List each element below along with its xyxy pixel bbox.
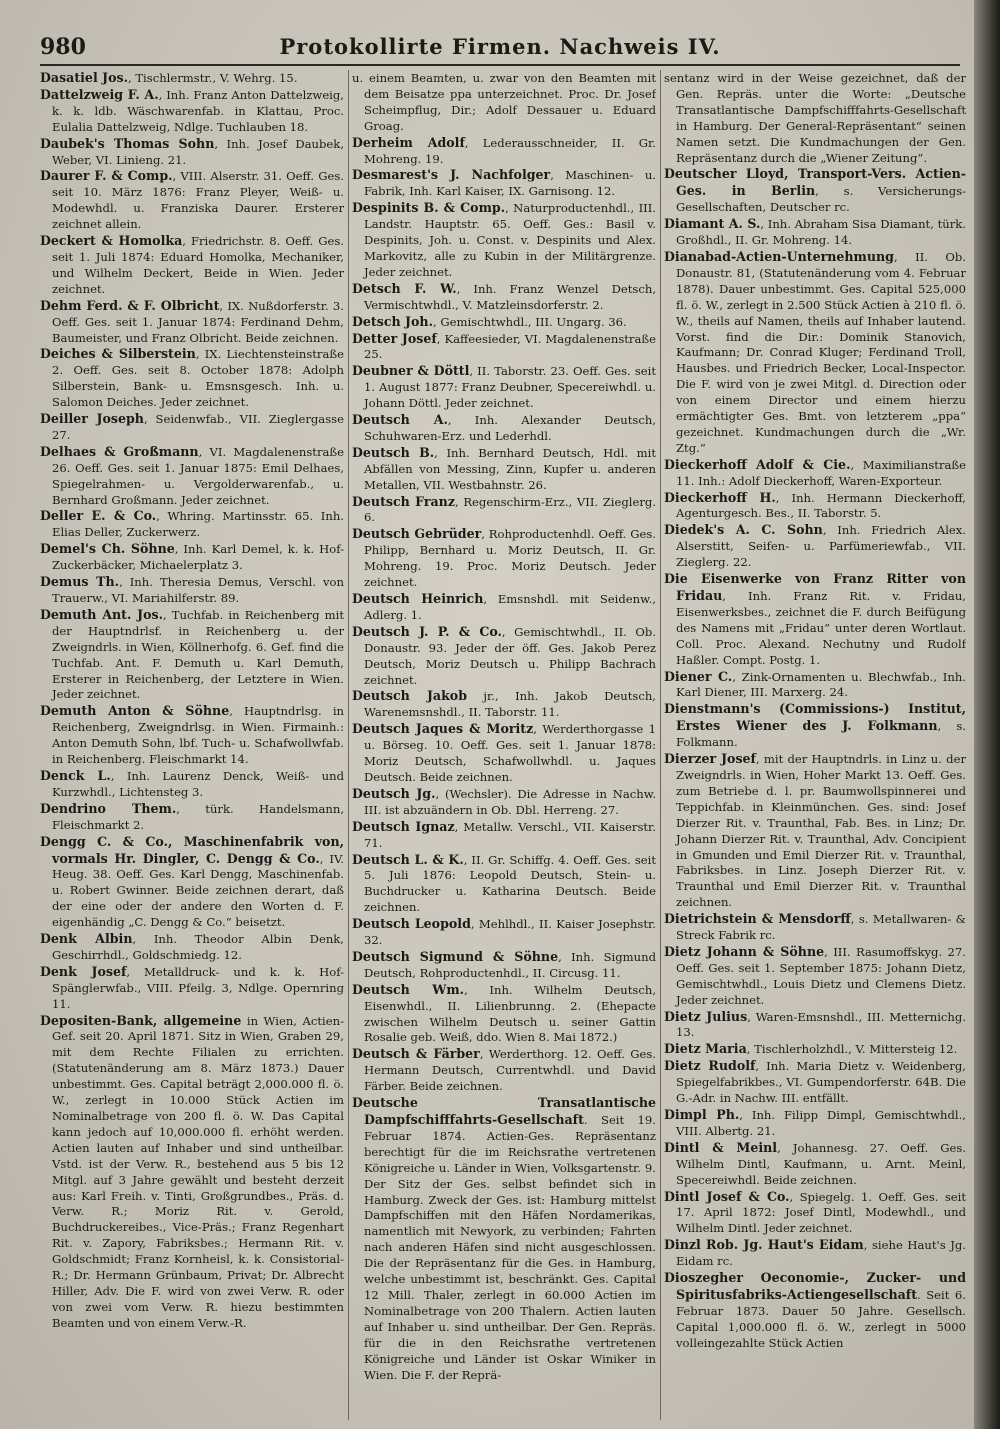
entry-firm-name: Deutsch Jg. [352, 785, 436, 801]
entry-firm-name: Deutsch Ignaz [352, 818, 455, 834]
entry-details: jr., Inh. Jakob Deutsch, Warenemsnshdl., II. Taborstr. 11. [364, 689, 656, 720]
directory-entry [352, 819, 656, 852]
directory-entry [40, 136, 344, 169]
directory-entry [40, 70, 344, 87]
entry-details: , Naturproductenhdl., III. Landstr. Hauptstr. 65. Oeff. Ges.: Basil v. Despinits, Joh. u. Const. v. Despinits und Alex. Markovitz, alle zu Kubin in der Militärgrenze. Jeder zeichnet. [364, 201, 656, 279]
entry-firm-name: Dinzl Rob. Jg. Haut's Eidam [664, 1237, 864, 1253]
entry-firm-name: Dietz Johann & Söhne [664, 943, 825, 959]
column-3 [664, 70, 966, 1425]
directory-entry [664, 1107, 966, 1140]
entry-firm-name: Detsch F. W. [352, 280, 457, 296]
directory-entry [664, 944, 966, 1009]
entry-firm-name: Detsch Joh. [352, 313, 433, 329]
entry-firm-name: Deiches & Silberstein [40, 346, 196, 362]
entry-details: , Zink-Ornamenten u. Blechwfab., Inh. Karl Diener, III. Marxerg. 24. [676, 669, 966, 700]
entry-firm-name: Daurer F. & Comp. [40, 168, 173, 184]
entry-firm-name: Denck L. [40, 767, 111, 783]
entry-firm-name: Daubek's Thomas Sohn [40, 135, 215, 151]
entry-firm-name: Deutsch J. P. & Co. [352, 623, 502, 639]
directory-entry [352, 949, 656, 982]
directory-entry [40, 964, 344, 1013]
entry-details: , Gemischtwhdl., II. Ob. Donaustr. 93. Jeder der öff. Ges. Jakob Perez Deutsch, Moriz Deutsch u. Philipp Bachrach zeichnet. [364, 624, 656, 687]
entry-firm-name: Dintl Josef & Co. [664, 1188, 790, 1204]
entry-details: , s. Metallwaren- & Streck Fabrik rc. [676, 912, 966, 943]
entry-details: , III. Rasumoffskyg. 27. Oeff. Ges. seit 1. September 1875: Johann Dietz, Gemischtwhdl., Louis Dietz und Clemens Dietz. Jeder zeichnet. [676, 944, 966, 1007]
directory-entry [664, 911, 966, 944]
entry-details: in Wien, Actien-Gef. seit 20. April 1871. Sitz in Wien, Graben 29, mit dem Rechte Filialen zu errichten. (Statutenänderung am 8. März 1873.) Dauer unbestimmt. Ges. Capital beträgt 2,000.000 fl. ö. W., zerlegt in 10.000 Stück Actien im Nominalbetrage von 200 fl. ö. W. Das Capital kann jedoch auf 10,000.000 fl. erhöht werden. Actien lauten auf Inhaber und sind untheilbar. Vstd. ist der Verw. R., bestehend aus 5 bis 12 Mitgl. auf 3 Jahre gewählt und besteht derzeit aus: Karl Freih. v. Tinti, Großgrundbes., Präs. d. Verw. R.; Moriz Rit. v. Gerold, Buchdruckereibes., Vice-Präs.; Franz Regenhart Rit. v. Zapory, Fabriksbes.; Hermann Rit. v. Goldschmidt; Franz Kornheisl, k. k. Consistorial-R.; Dr. Hermann Grünbaum, Privat; Dr. Albrecht Hiller, Adv. Die F. wird von zwei Verw. R. oder von zwei vom Verw. R. hiezu bestimmten Beamten und von einem Verw.-R. [52, 1013, 344, 1330]
entry-details: , Inh. Josef Daubek, Weber, VI. Linieng. 21. [52, 136, 344, 167]
directory-entry [664, 70, 966, 166]
directory-entry [352, 916, 656, 949]
directory-entry [352, 70, 656, 135]
entry-details: , Friedrichstr. 8. Oeff. Ges. seit 1. Juli 1874: Eduard Homolka, Mechaniker, und Wilhelm Deckert, Beide in Wien. Jeder zeichnet. [52, 234, 344, 296]
entry-details: , Johannesg. 27. Oeff. Ges. Wilhelm Dintl, Kaufmann, u. Arnt. Meinl, Specereiwhdl. Beide zeichnen. [676, 1140, 966, 1187]
entry-details: , Inh. Friedrich Alex. Alserstitt, Seifen- u. Parfümeriewfab., VII. Zieglerg. 22. [676, 523, 966, 570]
directory-entry [352, 721, 656, 786]
entry-firm-name: Dietrichstein & Mensdorff [664, 911, 851, 927]
entry-details: , Inh. Laurenz Denck, Weiß- und Kurzwhdl., Lichtensteg 3. [52, 768, 344, 799]
entry-firm-name: Detter Josef [352, 330, 437, 346]
entry-firm-name: Demuth Ant. Jos. [40, 606, 163, 622]
entry-firm-name: Dioszegher Oeconomie-, Zucker- und Spiritusfabriks-Actiengesellschaft [664, 1270, 966, 1302]
entry-firm-name: Dehm Ferd. & F. Olbricht [40, 297, 220, 313]
entry-firm-name: Dieckerhoff H. [664, 489, 776, 505]
directory-entry [664, 166, 966, 216]
entry-firm-name: Dietz Julius [664, 1008, 748, 1024]
entry-details: , türk. Handelsmann, Fleischmarkt 2. [52, 801, 344, 832]
directory-entry [352, 786, 656, 819]
entry-details: , II. Gr. Schiffg. 4. Oeff. Ges. seit 5. Juli 1876: Leopold Deutsch, Stein- u. Buchdrucker u. Katharina Deutsch. Beide zeichnen. [364, 852, 656, 915]
directory-entry [40, 411, 344, 444]
entry-firm-name: Denk Albin [40, 931, 133, 947]
directory-entry [352, 314, 656, 331]
entry-details: , Inh. Bernhard Deutsch, Hdl. mit Abfällen von Messing, Zinn, Kupfer u. anderen Metallen, VII. Westbahnstr. 26. [364, 445, 656, 492]
entry-firm-name: Deubner & Döttl [352, 363, 470, 379]
directory-entry [352, 200, 656, 281]
entry-details: , VI. Magdalenenstraße 26. Oeff. Ges. seit 1. Januar 1875: Emil Delhaes, Spiegelrahmen- u. Vergolderwarenfab., u. Bernhard Großmann. Jeder zeichnet. [52, 444, 344, 507]
entry-firm-name: Deutsch Wm. [352, 981, 465, 997]
entry-firm-name: Diener C. [664, 668, 733, 684]
entry-details: , Maximilianstraße 11. Inh.: Adolf Dieckerhoff, Waren-Exporteur. [676, 457, 966, 488]
entry-details: , Spiegelg. 1. Oeff. Ges. seit 17. April 1872: Josef Dintl, Modewhdl., und Wilhelm Dintl. Jeder zeichnet. [676, 1189, 966, 1236]
entry-details: , Rohproductenhdl. Oeff. Ges. Philipp, Bernhard u. Moriz Deutsch, II. Gr. Mohreng. 19. Proc. Moriz Deutsch. Jeder zeichnet. [364, 527, 656, 590]
directory-entry [664, 1009, 966, 1042]
entry-details: , Inh. Sigmund Deutsch, Rohproductenhdl., II. Circusg. 11. [364, 949, 656, 980]
directory-entry [40, 834, 344, 931]
entry-firm-name: Deutsch Heinrich [352, 591, 484, 606]
entry-details: , Maschinen- u. Fabrik, Inh. Karl Kaiser, IX. Garnisong. 12. [364, 168, 656, 199]
directory-entry [664, 1041, 966, 1058]
directory-entry [352, 852, 656, 917]
entry-details: , Tischlermstr., V. Wehrg. 15. [127, 71, 298, 85]
directory-entry [352, 526, 656, 591]
entry-firm-name: Deckert & Homolka [40, 233, 183, 249]
entry-details: , (Wechsler). Die Adresse in Nachw. III. ist abzuändern in Ob. Dbl. Herreng. 27. [364, 786, 656, 817]
directory-entry [40, 1013, 344, 1332]
column-2 [352, 70, 656, 1425]
entry-firm-name: Dienstmann's (Commissions-) Institut, Erstes Wiener des J. Folkmann [664, 701, 966, 734]
entry-details: , Inh. Maria Dietz v. Weidenberg, Spiegelfabrikbes., VI. Gumpendorferstr. 64B. Die G.-Adr. in Nachw. III. entfällt. [676, 1059, 966, 1106]
entry-details: u. einem Beamten, u. zwar von den Beamten mit dem Beisatze ppa unterzeichnet. Proc. Dr. Josef Scheimpflug, Dir.; Adolf Dessauer u. Eduard Groag. [352, 71, 656, 133]
entry-firm-name: Dieckerhoff Adolf & Cie. [664, 456, 851, 472]
directory-entry [40, 607, 344, 703]
directory-entry [664, 522, 966, 571]
entry-firm-name: Diamant A. S. [664, 216, 761, 232]
entry-firm-name: Deutsch Franz [352, 493, 455, 509]
directory-entry [352, 135, 656, 168]
entry-details: , Inh. Theresia Demus, Verschl. von Trauerw., VI. Mariahilferstr. 89. [52, 575, 344, 605]
entry-firm-name: Deutsch Sigmund & Söhne [352, 948, 559, 964]
entry-details: , Tuchfab. in Reichenberg mit der Hauptndrlsf. in Reichenberg u. der Zweigndrls. in Wien, Köllnerhofg. 6. Gef. find die Tuchfab. Ant. F. Demuth u. Karl Demuth, Ersterer in Reichenberg, der Letztere in Wien. Jeder zeichnet. [52, 607, 344, 702]
page-number: 980 [40, 34, 86, 60]
entry-details: , IX. Liechtensteinstraße 2. Oeff. Ges. seit 8. October 1878: Adolph Silberstein, Bank- u. Emsnsgesch. Inh. u. Salomon Deiches. Jeder zeichnet. [52, 347, 344, 410]
directory-entry [40, 574, 344, 607]
entry-details: , VIII. Alserstr. 31. Oeff. Ges. seit 10. März 1876: Franz Pleyer, Weiß- u. Modewhdl. u. Franziska Daurer. Ersterer zeichnet allein. [52, 169, 344, 232]
entry-details: , Inh. Wilhelm Deutsch, Eisenwhdl., II. Lilienbrunng. 2. (Ehepacte zwischen Wilhelm Deutsch u. seiner Gattin Rosalie geb. Weiß, ddo. Wien 8. Mai 1872.) [364, 982, 656, 1045]
entry-firm-name: Deutscher Lloyd, Transport-Vers. Actien-Ges. in Berlin [664, 166, 966, 199]
directory-entry [40, 87, 344, 136]
directory-entry [664, 571, 966, 668]
directory-entry [664, 249, 966, 457]
directory-entry [664, 1058, 966, 1107]
page-edge-shadow [974, 0, 1000, 1429]
directory-entry [40, 508, 344, 541]
entry-firm-name: Dietz Maria [664, 1041, 747, 1057]
entry-firm-name: Deutsch L. & K. [352, 851, 464, 867]
directory-entry [664, 669, 966, 702]
entry-firm-name: Despinits B. & Comp. [352, 200, 506, 216]
entry-details: , siehe Haut's Jg. Eidam rc. [676, 1238, 966, 1269]
entry-details: , Hauptndrlsg. in Reichenberg, Zweigndrlsg. in Wien. Firmainh.: Anton Demuth Sohn, lbf. Tuch- u. Schafwollwfab. in Reichenberg. Fleischmarkt 14. [52, 704, 344, 767]
entry-details: , Inh. Alexander Deutsch, Schuhwaren-Erz. und Lederhdl. [364, 413, 656, 443]
entry-firm-name: Dattelzweig F. A. [40, 86, 159, 102]
directory-entry [352, 167, 656, 200]
directory-entry [40, 931, 344, 964]
entry-details: , Regenschirm-Erz., VII. Zieglerg. 6. [364, 494, 656, 525]
entry-details: , Emsnshdl. mit Seidenw., Adlerg. 1. [364, 592, 656, 622]
entry-firm-name: Demus Th. [40, 574, 120, 590]
directory-entry [40, 541, 344, 574]
directory-entry [40, 768, 344, 801]
entry-firm-name: Dasatiel Jos. [40, 70, 128, 85]
entry-firm-name: Deutsche Transatlantische Dampfschifffahrts-Gesellschaft [352, 1095, 656, 1127]
entry-firm-name: Depositen-Bank, allgemeine [40, 1012, 242, 1028]
directory-entry [352, 591, 656, 624]
directory-entry [40, 444, 344, 509]
entry-firm-name: Dendrino Them. [40, 800, 177, 816]
entry-firm-name: Deutsch & Färber [352, 1046, 480, 1062]
entry-details: , Inh. Hermann Dieckerhoff, Agenturgesch. Bes., II. Taborstr. 5. [676, 490, 966, 521]
entry-firm-name: Delhaes & Großmann [40, 443, 199, 459]
directory-entry [664, 1237, 966, 1270]
directory-entry [352, 624, 656, 689]
entry-details: , Inh. Abraham Sisa Diamant, türk. Großhdl., II. Gr. Mohreng. 14. [676, 217, 966, 248]
entry-details: , Inh. Karl Demel, k. k. Hof-Zuckerbäcker, Michaelerplatz 3. [52, 542, 344, 573]
entry-details: , Werderthorgasse 1 u. Börseg. 10. Oeff. Ges. seit 1. Januar 1878: Moriz Deutsch, Schafwollwhdl. u. Jaques Deutsch. Beide zeichnen. [364, 722, 656, 784]
entry-details: , Lederausschneider, II. Gr. Mohreng. 19. [364, 135, 656, 166]
page-header [40, 30, 960, 64]
entry-details: , Inh. Franz Wenzel Detsch, Vermischtwhdl., V. Matzleinsdorferstr. 2. [364, 281, 656, 312]
entry-details: , mit der Hauptndrls. in Linz u. der Zweigndrls. in Wien, Hoher Markt 13. Oeff. Ges. zum Betriebe d. l. pr. Baumwollspinnerei und Teppichfab. in Kleinmünchen. Ges. sind: Josef Dierzer Rit. v. Traunthal, Fab. Bes. in Linz; Dr. Johann Dierzer Rit. v. Traunthal, Adv. Concipient in Gmunden und Emil Dierzer Rit. v. Traunthal, Fabriksbes. in Linz. Joseph Dierzer Rit. v. Traunthal und Emil Dierzer Rit. v. Traunthal zeichnen. [676, 752, 966, 910]
entry-details: , Werderthorg. 12. Oeff. Ges. Hermann Deutsch, Currentwhdl. und David Färber. Beide zeichnen. [364, 1047, 656, 1094]
directory-entry [352, 412, 656, 445]
entry-firm-name: Dierzer Josef [664, 751, 756, 767]
directory-entry [664, 457, 966, 490]
entry-firm-name: Deutsch Leopold [352, 916, 471, 932]
entry-details: , s. Folkmann. [676, 719, 966, 750]
entry-firm-name: Deutsch A. [352, 412, 448, 428]
directory-entry [40, 168, 344, 233]
entry-firm-name: Denk Josef [40, 963, 127, 979]
entry-firm-name: Deutsch B. [352, 444, 435, 460]
entry-details: . Seit 19. Februar 1874. Actien-Ges. Repräsentanz berechtigt für die im Reichsrathe vertretenen Königreiche u. Länder in Wien, Volksgartenstr. 9. Der Sitz der Ges. selbst befindet sich in Hamburg. Zweck der Ges. ist: Hamburg mittelst Dampfschiffen mit den Häfen Nordamerikas, namentlich mit Newyork, zu verbinden; Fahrten nach anderen Häfen sind nicht ausgeschlossen. Die der Repräsentanz für die Ges. in Hamburg, welche unbestimmt ist, beschränkt. Ges. Capital 12 Mill. Thaler, zerlegt in 60.000 Actien im Nominalbetrage von 200 Thalern. Actien lauten auf Inhaber u. sind untheilbar. Der Gen. Repräs. für die in den Reichsrathe vertretenen Königreiche und Länder ist Oskar Winiker in Wien. Die F. der Reprä- [364, 1113, 656, 1382]
entry-firm-name: Deutsch Jaques & Moritz [352, 721, 534, 737]
entry-details: , Mehlhdl., II. Kaiser Josephstr. 32. [364, 917, 656, 948]
entry-firm-name: Deutsch Jakob [352, 688, 467, 704]
entry-details: sentanz wird in der Weise gezeichnet, daß der Gen. Repräs. unter die Worte: „Deutsche Transatlantische Dampfschifffahrts-Gesellschaft in Hamburg. Der General-Repräsentant“ seinen Namen setzt. Die Kundmachungen der Gen. Repräsentanz durch die „Wiener Zeitung“. [664, 71, 966, 165]
directory-entry [40, 703, 344, 768]
entry-firm-name: Dietz Rudolf [664, 1058, 756, 1074]
entry-details: , II. Ob. Donaustr. 81, (Statutenänderung vom 4. Februar 1878). Dauer unbestimmt. Ges. Capital 525,000 fl. ö. W., zerlegt in 2.500 Stück Actien à 210 fl. ö. W., theils auf Namen, theils auf Inhaber lautend. Vorst. find die Dir.: Dominik Stanovich, Kaufmann; Dr. Conrad Kluger; Ferdinand Troll, Hausbes. und Friedrich Becker, Local-Inspector. Die F. wird von je zwei Mitgl. d. Direction oder von einem Director und einem hierzu ermächtigter Ges. Bmt. von letzterem „ppa“ gezeichnet. Kundmachungen durch die „Wr. Ztg.“ [676, 249, 966, 455]
directory-entry [664, 1270, 966, 1352]
directory-entry [352, 1046, 656, 1095]
entry-details: , Whring. Martinsstr. 65. Inh. Elias Deller, Zuckerwerz. [52, 509, 344, 540]
entry-firm-name: Dintl & Meinl [664, 1139, 778, 1155]
directory-entry [664, 216, 966, 249]
directory-entry [352, 982, 656, 1047]
entry-firm-name: Derheim Adolf [352, 134, 465, 150]
column-divider [660, 70, 661, 1420]
entry-details: , Gemischtwhdl., III. Ungarg. 36. [432, 314, 627, 329]
directory-entry [352, 1095, 656, 1383]
entry-details: , II. Taborstr. 23. Oeff. Ges. seit 1. August 1877: Franz Deubner, Specereiwhdl. u. Johann Döttl. Jeder zeichnet. [364, 364, 656, 411]
directory-entry [664, 701, 966, 751]
directory-entry [664, 490, 966, 523]
entry-firm-name: Deutsch Gebrüder [352, 526, 482, 542]
directory-entry [40, 801, 344, 834]
directory-entry [40, 233, 344, 298]
directory-entry [664, 1189, 966, 1238]
entry-details: , IV. Heug. 38. Oeff. Ges. Karl Dengg, Maschinenfab. u. Robert Gwinner. Beide zeichnen derart, daß der eine oder der andere den Worten d. F. eigenhändig „C. Dengg & Co.“ beisetzt. [52, 851, 344, 930]
entry-details: , s. Versicherungs-Gesellschaften, Deutscher rc. [676, 184, 966, 215]
entry-firm-name: Demuth Anton & Söhne [40, 703, 230, 719]
entry-details: , Inh. Filipp Dimpl, Gemischtwhdl., VIII. Albertg. 21. [676, 1108, 966, 1138]
entry-firm-name: Desmarest's J. Nachfolger [352, 167, 551, 183]
entry-firm-name: Deiller Joseph [40, 411, 144, 427]
directory-entry [352, 688, 656, 721]
entry-firm-name: Dengg C. & Co., Maschinenfabrik von, vormals Hr. Dingler, C. Dengg & Co. [40, 833, 344, 866]
column-1 [40, 70, 344, 1425]
entry-firm-name: Demel's Ch. Söhne [40, 541, 175, 557]
entry-details: , Inh. Franz Anton Dattelzweig, k. k. ldb. Wäschwarenfab. in Klattau, Proc. Eulalia Dattelzweig, Ndlge. Tuchlauben 18. [52, 87, 344, 134]
entry-details: . Seit 6. Februar 1873. Dauer 50 Jahre. Gesellsch. Capital 1,000.000 fl. ö. W., zerlegt in 5000 volleingezahlte Stück Actien [676, 1287, 966, 1350]
directory-entry [352, 445, 656, 494]
entry-details: , Inh. Theodor Albin Denk, Geschirrhdl., Goldschmiedg. 12. [52, 932, 344, 962]
entry-details: , IX. Nußdorferstr. 3. Oeff. Ges. seit 1. Januar 1874: Ferdinand Dehm, Baumeister, und Franz Olbricht. Beide zeichnen. [52, 298, 344, 345]
directory-entry [40, 298, 344, 347]
entry-firm-name: Diedek's A. C. Sohn [664, 522, 823, 538]
entry-details: , Inh. Franz Rit. v. Fridau, Eisenwerksbes., zeichnet die F. durch Beifügung des Namens mit „Fridau“ unter deren Wortlaut. Coll. Proc. Alexand. Nechutny und Rudolf Haßler. Compt. Postg. 1. [676, 589, 966, 667]
running-title: Protokollirte Firmen. Nachweis IV. [279, 34, 721, 59]
directory-entry [664, 1140, 966, 1189]
entry-details: , Tischlerholzhdl., V. Mittersteig 12. [746, 1042, 958, 1057]
entry-details: , Seidenwfab., VII. Zieglergasse 27. [52, 412, 344, 442]
directory-entry [352, 331, 656, 364]
entry-details: , Metallw. Verschl., VII. Kaiserstr. 71. [364, 819, 656, 850]
entry-firm-name: Dianabad-Actien-Unternehmung [664, 248, 894, 264]
column-divider [348, 70, 349, 1420]
directory-entry [664, 751, 966, 911]
directory-entry [352, 494, 656, 527]
entry-firm-name: Die Eisenwerke von Franz Ritter von Fridau [664, 571, 966, 603]
entry-firm-name: Dimpl Ph. [664, 1107, 740, 1122]
directory-entry [40, 346, 344, 411]
entry-details: , Waren-Emsnshdl., III. Metternichg. 13. [676, 1009, 966, 1040]
entry-details: , Metalldruck- und k. k. Hof-Spänglerwfab., VIII. Pfeilg. 3, Ndlge. Opernring 11. [52, 964, 344, 1011]
entry-firm-name: Deller E. & Co. [40, 508, 157, 524]
directory-entry [352, 281, 656, 314]
directory-entry [352, 363, 656, 412]
header-rule [40, 64, 960, 66]
entry-details: , Kaffeesieder, VI. Magdalenenstraße 25. [364, 331, 656, 362]
